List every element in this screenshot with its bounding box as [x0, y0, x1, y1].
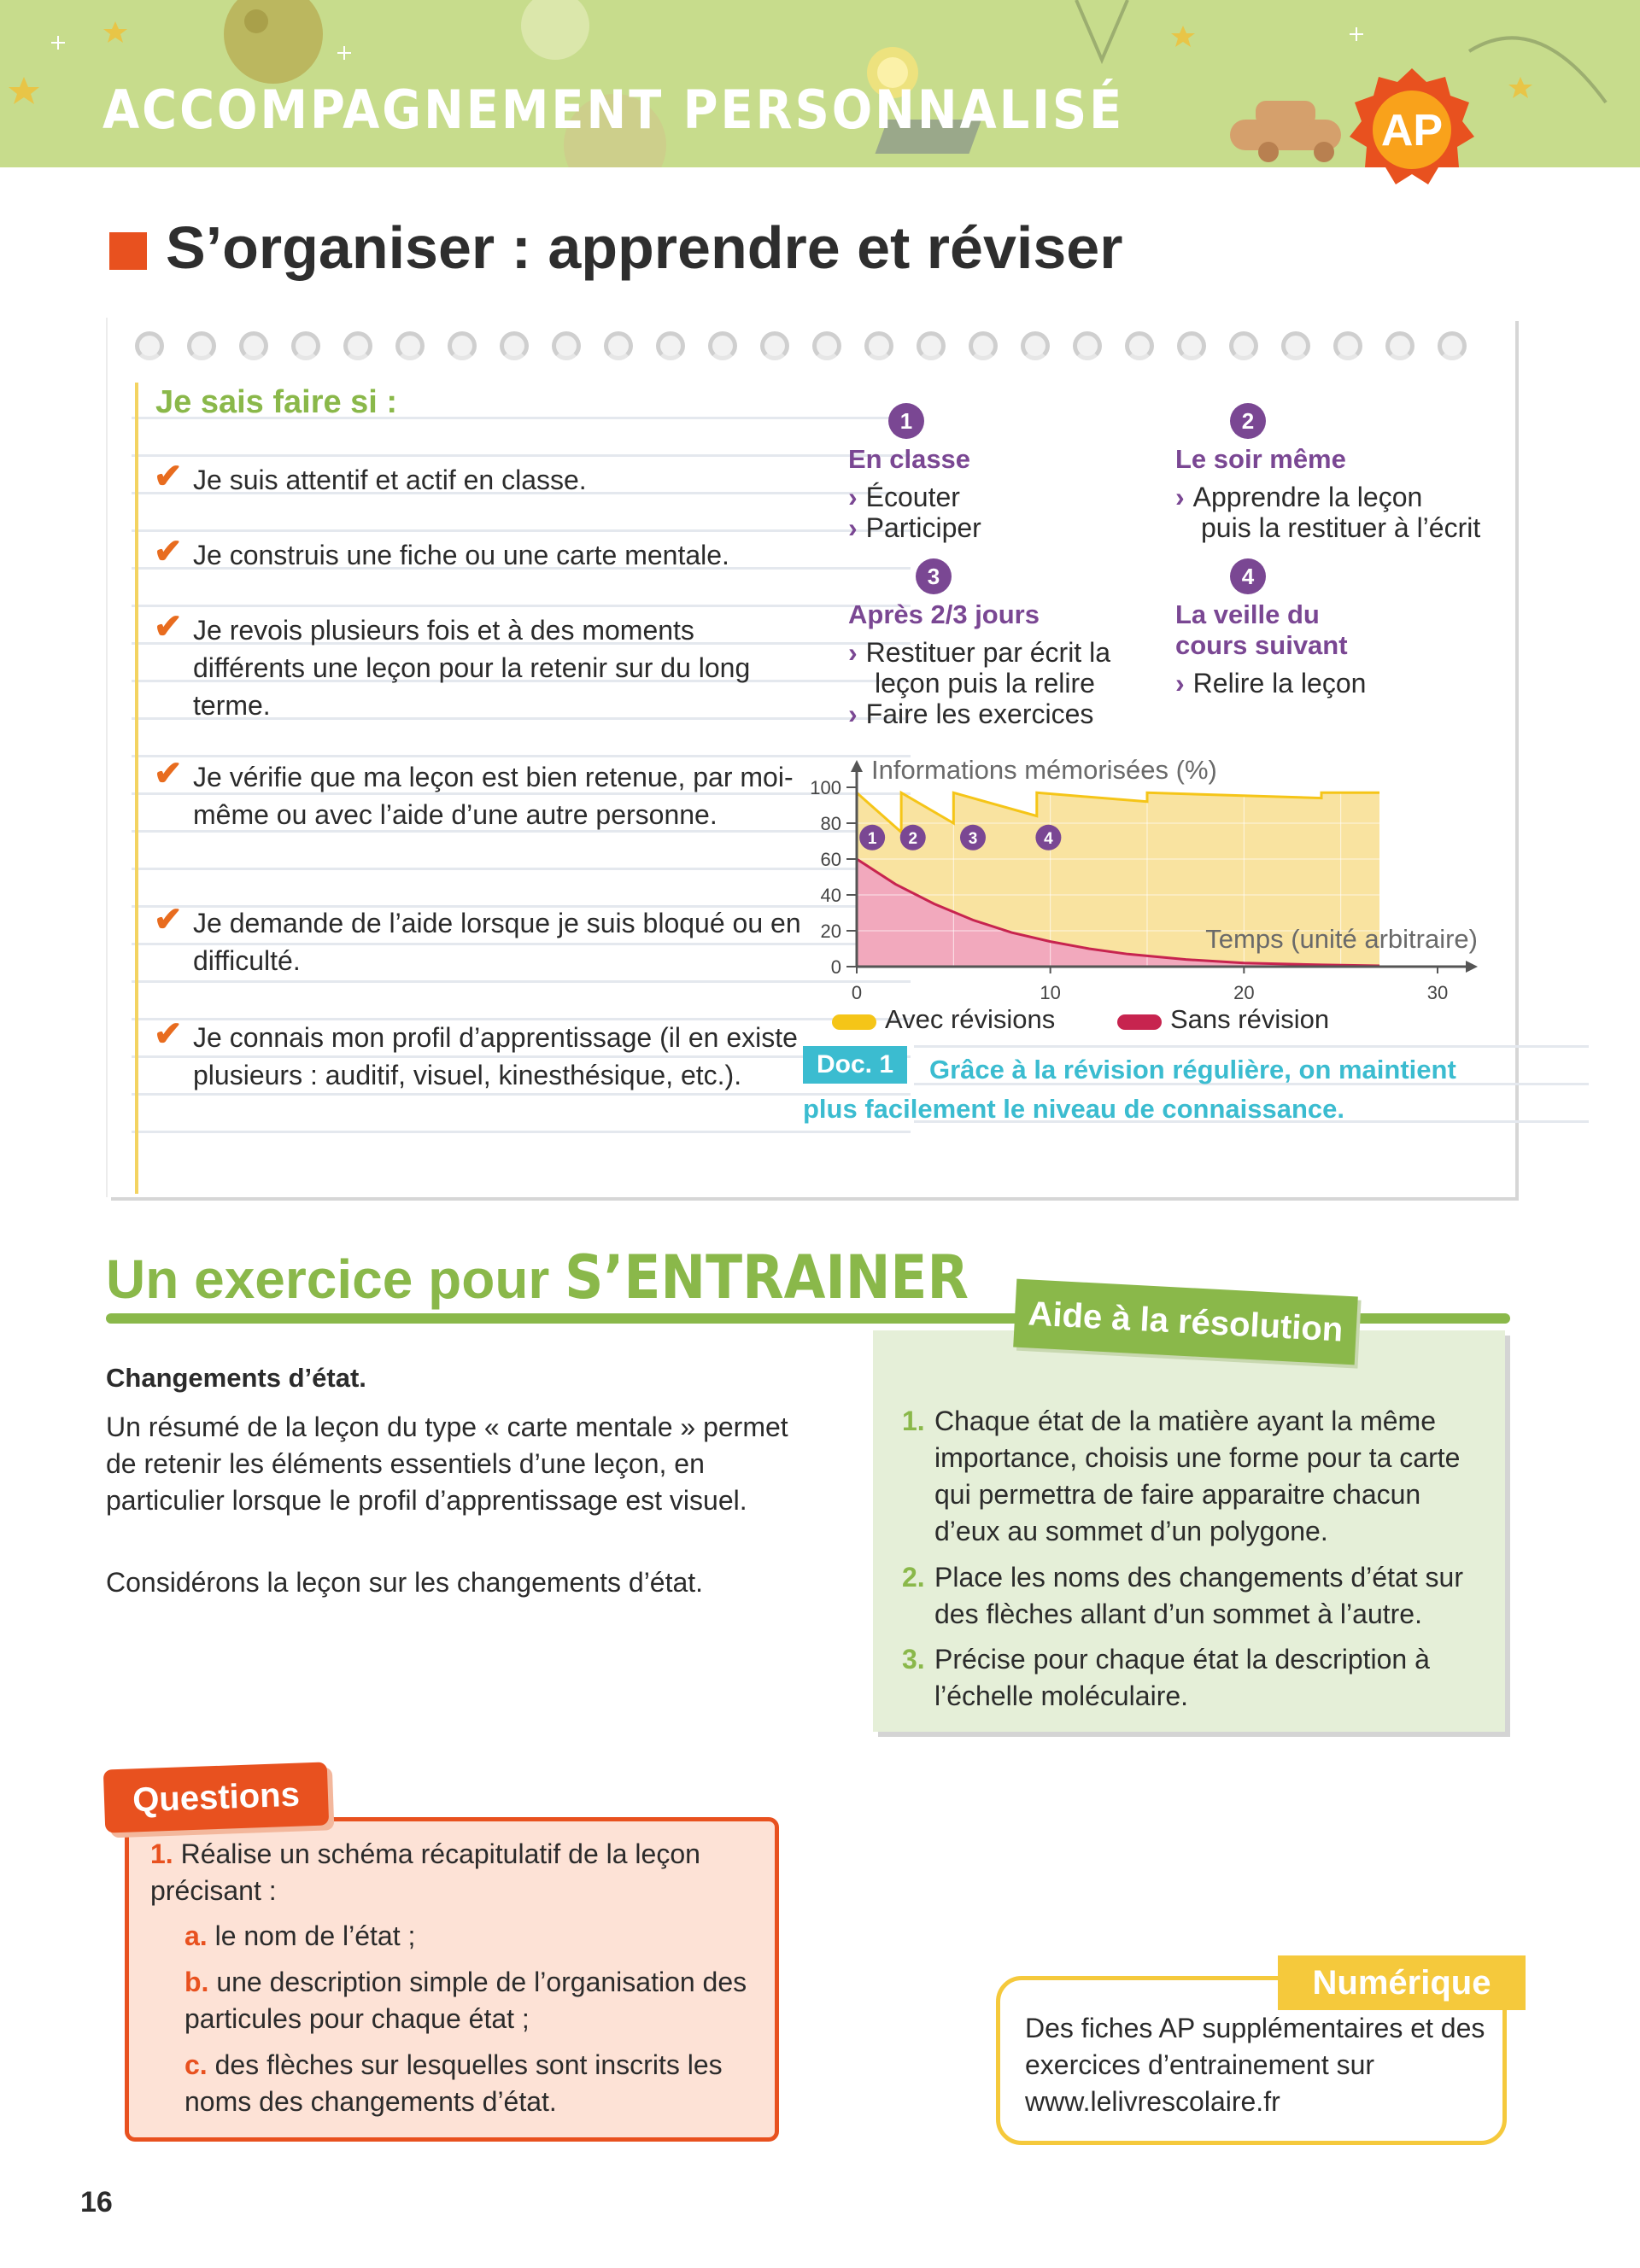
- section-bullet: [109, 232, 147, 270]
- question-subitem: c. des flèches sur lesquelles sont inscrits les noms des changements d’état.: [184, 2049, 723, 2117]
- checkmark-icon: ✔: [154, 1015, 183, 1053]
- checklist-item: ✔ Je vérifie que ma leçon est bien retenue, par moi-même ou avec l’aide d’une autre personne.: [154, 755, 794, 830]
- exercise-paragraph: Considérons la leçon sur les changements d’état.: [106, 1567, 704, 1598]
- chevron-right-icon: ›: [1175, 668, 1185, 699]
- x-tick-label: 10: [1040, 982, 1061, 1003]
- notebook-ring: [604, 331, 633, 360]
- notebook-ring: [969, 331, 998, 360]
- step-line: › Participer: [848, 512, 981, 543]
- y-axis-arrow-icon: [851, 760, 863, 772]
- checkmark-icon: ✔: [154, 533, 183, 570]
- checklist-item: ✔ Je revois plusieurs fois et à des moments différents une leçon pour la retenir sur du long terme.: [154, 608, 751, 721]
- chevron-right-icon: ›: [1175, 482, 1185, 512]
- aide-tag: Aide à la résolution: [1013, 1279, 1358, 1365]
- notebook-ring: [135, 331, 164, 360]
- revision-marker-label: 4: [1044, 829, 1053, 848]
- x-axis-label: Temps (unité arbitraire): [1205, 924, 1478, 954]
- y-axis-label: Informations mémorisées (%): [871, 755, 1217, 785]
- notebook-ring: [1073, 331, 1102, 360]
- notebook-ring: [552, 331, 581, 360]
- page-number: 16: [80, 2186, 113, 2218]
- x-tick-label: 30: [1426, 982, 1449, 1003]
- header-title: ACCOMPAGNEMENT PERSONNALISÉ: [102, 79, 1125, 141]
- aide-item: 1. Chaque état de la matière ayant la même importance, choisis une forme pour ta carte qui permettra de faire apparaitre chacun d’eux au sommet d’un polygone.: [902, 1406, 1461, 1546]
- exercise-title-highlight: S’ENTRAINER: [565, 1242, 969, 1312]
- notebook-ring: [239, 331, 268, 360]
- aide-item: 2. Place les noms des changements d’état sur des flèches allant d’un sommet à l’autre.: [902, 1562, 1463, 1629]
- step-number-badge: 3: [916, 558, 952, 594]
- y-tick-label: 20: [820, 921, 841, 942]
- chevron-right-icon: ›: [848, 512, 858, 543]
- step-number-badge: 2: [1230, 403, 1266, 439]
- notebook-ring: [864, 331, 893, 360]
- ap-badge-icon: [1348, 67, 1476, 195]
- ap-badge-label: AP: [1380, 106, 1444, 155]
- doc-caption: Grâce à la révision régulière, on maintient plus facilement le niveau de connaissance.: [803, 1055, 1456, 1124]
- notebook-ring: [1021, 331, 1050, 360]
- step-line: › Écouter: [848, 482, 960, 512]
- y-tick-label: 60: [820, 849, 841, 870]
- step-line: puis la restituer à l’écrit: [1201, 512, 1481, 543]
- chevron-right-icon: ›: [848, 637, 858, 668]
- notebook-ring: [291, 331, 320, 360]
- question-subitem: b. une description simple de l’organisation des particules pour chaque état ;: [184, 1967, 747, 2034]
- notebook-ring: [1333, 331, 1362, 360]
- legend-swatch-sans: [1117, 1014, 1162, 1030]
- y-tick-label: 100: [810, 777, 841, 798]
- question-subitem: a. le nom de l’état ;: [184, 1920, 416, 1951]
- notebook-ring: [1229, 331, 1258, 360]
- notebook-ring: [760, 331, 789, 360]
- notebook-ring: [917, 331, 946, 360]
- exercise-paragraph: Un résumé de la leçon du type « carte mentale » permet de retenir les éléments essentiels d’une leçon, en particulier lorsque le profil d’apprentissage est visuel.: [106, 1412, 788, 1516]
- step-title: Après 2/3 jours: [848, 599, 1040, 629]
- y-tick-label: 40: [820, 885, 841, 906]
- notebook-ring: [1281, 331, 1310, 360]
- checklist-item: ✔ Je suis attentif et actif en classe.: [154, 458, 587, 495]
- step-line: › Restituer par écrit la: [848, 637, 1110, 668]
- step-line: › Faire les exercices: [848, 699, 1094, 729]
- checkmark-icon: ✔: [154, 458, 183, 495]
- step-line: › Apprendre la leçon: [1175, 482, 1423, 512]
- doc-tag: Doc. 1: [803, 1046, 907, 1084]
- chevron-right-icon: ›: [848, 699, 858, 729]
- legend-label: Avec révisions: [885, 1004, 1056, 1034]
- numerique-text: Des fiches AP supplémentaires et des exercices d’entrainement sur www.lelivrescolaire.fr: [1025, 2013, 1485, 2117]
- exercise-title: Un exercice pour S’ENTRAINER: [106, 1242, 969, 1312]
- step-line: › Relire la leçon: [1175, 668, 1367, 699]
- x-tick-label: 0: [851, 982, 863, 1003]
- notebook-ring: [395, 331, 425, 360]
- questions-tag: Questions: [103, 1762, 329, 1833]
- notebook-ring: [187, 331, 216, 360]
- legend-label: Sans révision: [1170, 1004, 1330, 1034]
- notebook-ring: [1385, 331, 1414, 360]
- x-tick-label: 20: [1233, 982, 1255, 1003]
- step-line: leçon puis la relire: [875, 668, 1095, 699]
- step-title: La veille du: [1175, 599, 1320, 629]
- x-axis-arrow-icon: [1466, 961, 1478, 973]
- checkmark-icon: ✔: [154, 608, 183, 646]
- notebook-ring: [343, 331, 372, 360]
- step-title: cours suivant: [1175, 630, 1348, 660]
- aide-item: 3. Précise pour chaque état la description à l’échelle moléculaire.: [902, 1644, 1430, 1711]
- checklist-item: ✔ Je connais mon profil d’apprentissage (il en existe plusieurs : auditif, visuel, kinesthésique, etc.).: [154, 1015, 798, 1090]
- step-title: Le soir même: [1175, 444, 1346, 474]
- section-title: S’organiser : apprendre et réviser: [166, 214, 1123, 281]
- checklist-item: ✔ Je demande de l’aide lorsque je suis bloqué ou en difficulté.: [154, 901, 801, 976]
- checklist-item: ✔ Je construis une fiche ou une carte mentale.: [154, 533, 729, 570]
- notebook-margin-line: [135, 383, 138, 1194]
- revision-marker-label: 1: [867, 829, 877, 848]
- revision-marker-label: 2: [908, 829, 918, 848]
- y-tick-label: 80: [820, 813, 841, 834]
- legend-swatch-avec: [832, 1014, 876, 1030]
- notebook-ring: [1177, 331, 1206, 360]
- numerique-tag: Numérique: [1278, 1955, 1526, 2010]
- exercise-subtitle: Changements d’état.: [106, 1363, 366, 1393]
- chevron-right-icon: ›: [848, 482, 858, 512]
- checkmark-icon: ✔: [154, 901, 183, 938]
- notebook-ring: [708, 331, 737, 360]
- step-number-badge: 1: [888, 403, 924, 439]
- question-item: 1. Réalise un schéma récapitulatif de la leçon précisant :: [150, 1838, 700, 1906]
- notebook-ring: [500, 331, 529, 360]
- notebook-ring: [448, 331, 477, 360]
- revision-marker-label: 3: [968, 829, 978, 848]
- checklist-title: Je sais faire si :: [155, 384, 398, 420]
- notebook-ring: [656, 331, 685, 360]
- y-tick-label: 0: [830, 956, 841, 978]
- notebook-ring: [1125, 331, 1154, 360]
- step-number-badge: 4: [1230, 558, 1266, 594]
- notebook-ring: [1438, 331, 1467, 360]
- checkmark-icon: ✔: [154, 755, 183, 792]
- step-title: En classe: [848, 444, 971, 474]
- notebook-ring: [812, 331, 841, 360]
